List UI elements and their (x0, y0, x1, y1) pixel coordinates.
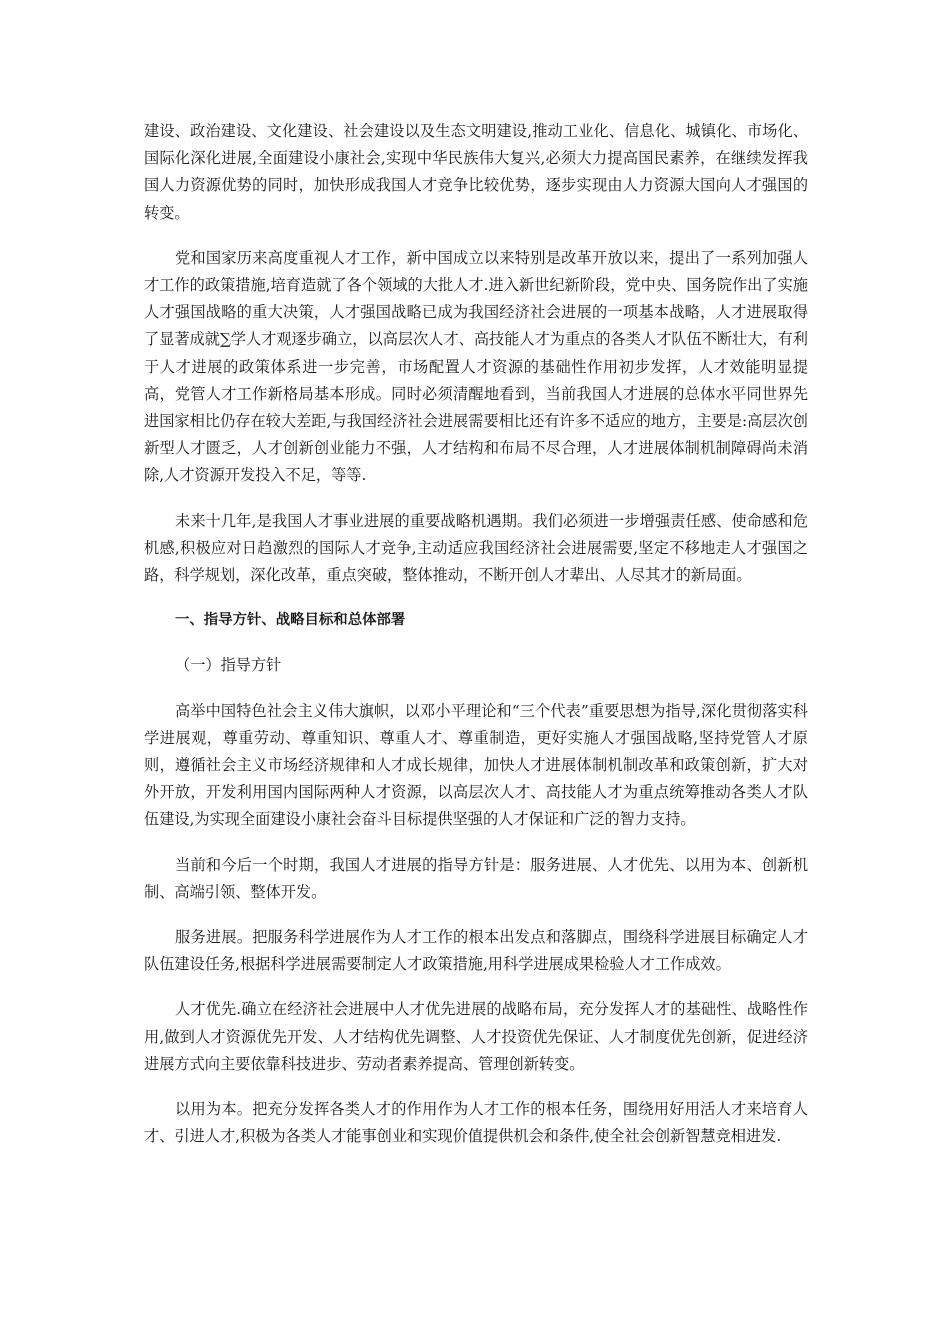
paragraph-serve-development: 服务进展。把服务科学进展作为人才工作的根本出发点和落脚点，围绕科学进展目标确定人才队伍建设任务,根据科学进展需要制定人才政策措施,用科学进展成果检验人才工作成效。 (144, 928, 808, 974)
paragraph-intro-continuation: 建设、政治建设、文化建设、社会建设以及生态文明建设,推动工业化、信息化、城镇化、市场化、国际化深化进展,全面建设小康社会,实现中华民族伟大复兴,必须大力提高国民素养，在继续发挥我国人力资源优势的同时，加快形成我国人才竞争比较优势，逐步实现由人力资源大国向人才强国的转变。 (144, 122, 808, 222)
paragraph-future-opportunity: 未来十几年,是我国人才事业进展的重要战略机遇期。我们必须进一步增强责任感、使命感和危机感,积极应对日趋激烈的国际人才竞争,主动适应我国经济社会进展需要,坚定不移地走人才强国之路，科学规划，深化改革，重点突破，整体推动，不断开创人才辈出、人尽其才的新局面。 (144, 511, 808, 585)
section-heading: 一、指导方针、战略目标和总体部署 (175, 612, 406, 629)
paragraph-guiding-policy: 当前和今后一个时期，我国人才进展的指导方针是：服务进展、人才优先、以用为本、创新机制、高端引领、整体开发。 (144, 855, 808, 901)
subsection-heading: （一）指导方针 (175, 656, 282, 675)
paragraph-guiding-principle: 高举中国特色社会主义伟大旗帜，以邓小平理论和“三个代表”重要思想为指导,深化贯彻落实科学进展观，尊重劳动、尊重知识、尊重人才、尊重制造，更好实施人才强国战略,坚持党管人才原则，遵循社会主义市场经济规律和人才成长规律，加快人才进展体制机制改革和政策创新，扩大对外开放，开发利用国内国际两种人才资源，以高层次人才、高技能人才为重点统筹推动各类人才队伍建设,为实现全面建设小康社会奋斗目标提供坚强的人才保证和广泛的智力支持。 (144, 701, 808, 829)
paragraph-use-oriented: 以用为本。把充分发挥各类人才的作用作为人才工作的根本任务，围绕用好用活人才来培育人才、引进人才,积极为各类人才能事创业和实现价值提供机会和条件,使全社会创新智慧竞相进发. (144, 1100, 808, 1146)
document-page (144, 118, 808, 1169)
paragraph-talent-history: 党和国家历来高度重视人才工作，新中国成立以来特别是改革开放以来，提出了一系列加强人才工作的政策措施,培育造就了各个领域的大批人才.进入新世纪新阶段，党中央、国务院作出了实施人才强国战略的重大决策，人才强国战略已成为我国经济社会进展的一项基本战略，人才进展取得了显著成就∑学人才观逐步确立，以高层次人才、高技能人才为重点的各类人才队伍不断壮大，有利于人才进展的政策体系进一步完善，市场配置人才资源的基础性作用初步发挥，人才效能明显提高，党管人才工作新格局基本形成。同时必须清醒地看到，当前我国人才进展的总体水平同世界先进国家相比仍存在较大差距,与我国经济社会进展需要相比还有许多不适应的地方，主要是:高层次创新型人才匮乏，人才创新创业能力不强，人才结构和布局不尽合理，人才进展体制机制障碍尚未消除,人才资源开发投入不足，等等. (144, 248, 808, 485)
paragraph-talent-priority: 人才优先.确立在经济社会进展中人才优先进展的战略布局，充分发挥人才的基础性、战略性作用,做到人才资源优先开发、人才结构优先调整、人才投资优先保证、人才制度优先创新，促进经济进展方式向主要依靠科技进步、劳动者素养提高、管理创新转变。 (144, 1000, 808, 1073)
